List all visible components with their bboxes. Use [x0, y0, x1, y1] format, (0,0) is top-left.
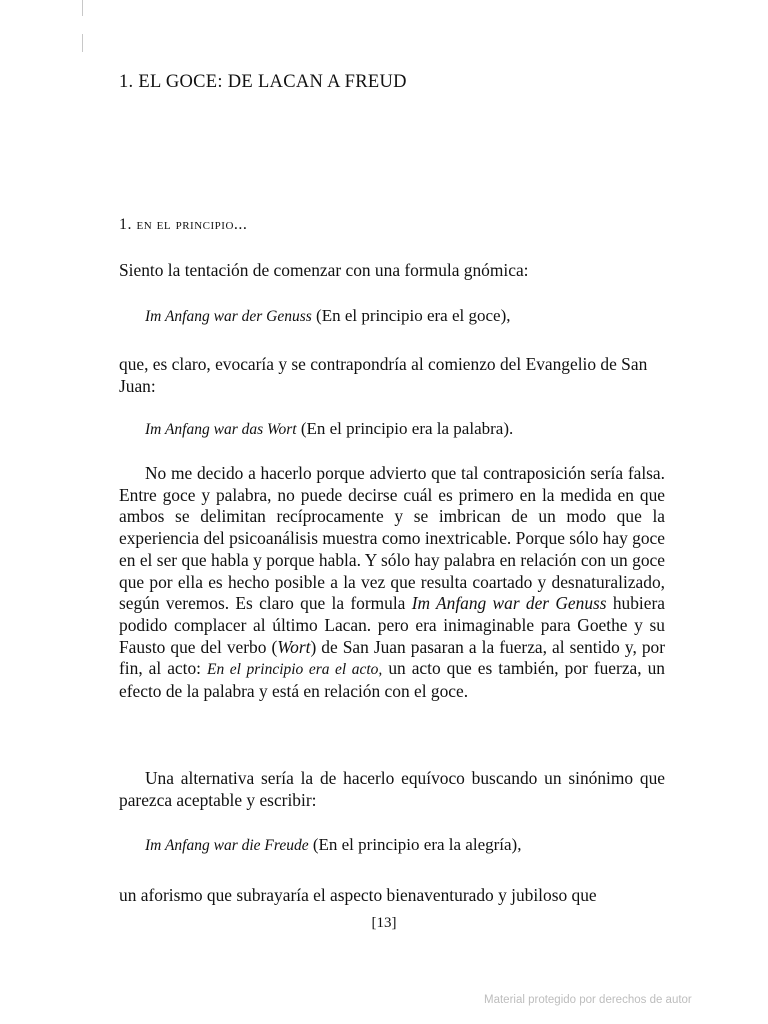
paragraph-main-italic-wort: Wort	[277, 636, 311, 657]
quote-genuss-german: Im Anfang war der Genuss	[145, 308, 312, 325]
paragraph-intro: Siento la tentación de comenzar con una formula gnómica:	[119, 260, 529, 280]
quote-freude-german: Im Anfang war die Freude	[145, 837, 309, 854]
quote-wort-translation: (En el principio era la palabra).	[296, 419, 514, 438]
paragraph-main-italic-acto: En el principio era el acto,	[207, 661, 383, 679]
quote-freude-translation: (En el principio era la alegría),	[308, 835, 522, 854]
paragraph-main-text-g: un acto que es también, por fuerza, un efecto de la palabra y está en relación con el goce.	[119, 658, 665, 702]
paragraph-evangelio: que, es claro, evocaría y se contrapondría al comienzo del Evangelio de San Juan:	[119, 354, 648, 396]
quote-wort-german: Im Anfang war das Wort	[145, 421, 297, 438]
scan-margin-mark	[82, 34, 83, 52]
paragraph-main	[119, 463, 665, 703]
quote-genuss	[145, 306, 511, 326]
paragraph-main-text-c: hubiera podido complacer al último Lacan. pero era inimaginable para Goethe y su Fausto que del verbo (	[119, 593, 665, 657]
page-number: [13]	[371, 915, 397, 931]
paragraph-main-text-a: No me decido a hacerlo porque advierto que tal contraposición sería falsa. Entre goce y palabra, no puede decirse cuál es primero en la medida en que ambos se delimitan recíprocamente y se imbrican de un modo que la experiencia del psicoanálisis muestra como inextricable. Porque sólo hay goce en el ser que habla y porque habla. Y sólo hay palabra en relación con un goce que por ella es hecho posible a la vez que resulta coartado y desnaturalizado, según veremos. Es claro que la formula	[119, 463, 665, 614]
chapter-title: 1. EL GOCE: DE LACAN A FREUD	[119, 72, 407, 92]
paragraph-main-text-e: ) de San Juan pasaran a la fuerza, al sentido y, por fin, al acto:	[119, 636, 666, 679]
quote-freude	[145, 835, 521, 855]
paragraph-aforismo: un aforismo que subrayaría el aspecto bienaventurado y jubiloso que	[119, 885, 597, 905]
paragraph-alternativa: Una alternativa sería la de hacerlo equívoco buscando un sinónimo que parezca aceptable y escribir:	[119, 768, 665, 810]
section-title: 1. en el principio...	[119, 216, 248, 233]
copyright-watermark: Material protegido por derechos de autor	[484, 994, 692, 1006]
paragraph-main-italic-genuss: Im Anfang war der Genuss	[411, 593, 607, 614]
quote-genuss-translation: (En el principio era el goce),	[311, 306, 511, 325]
scan-margin-mark	[82, 0, 83, 16]
quote-wort	[145, 419, 513, 439]
